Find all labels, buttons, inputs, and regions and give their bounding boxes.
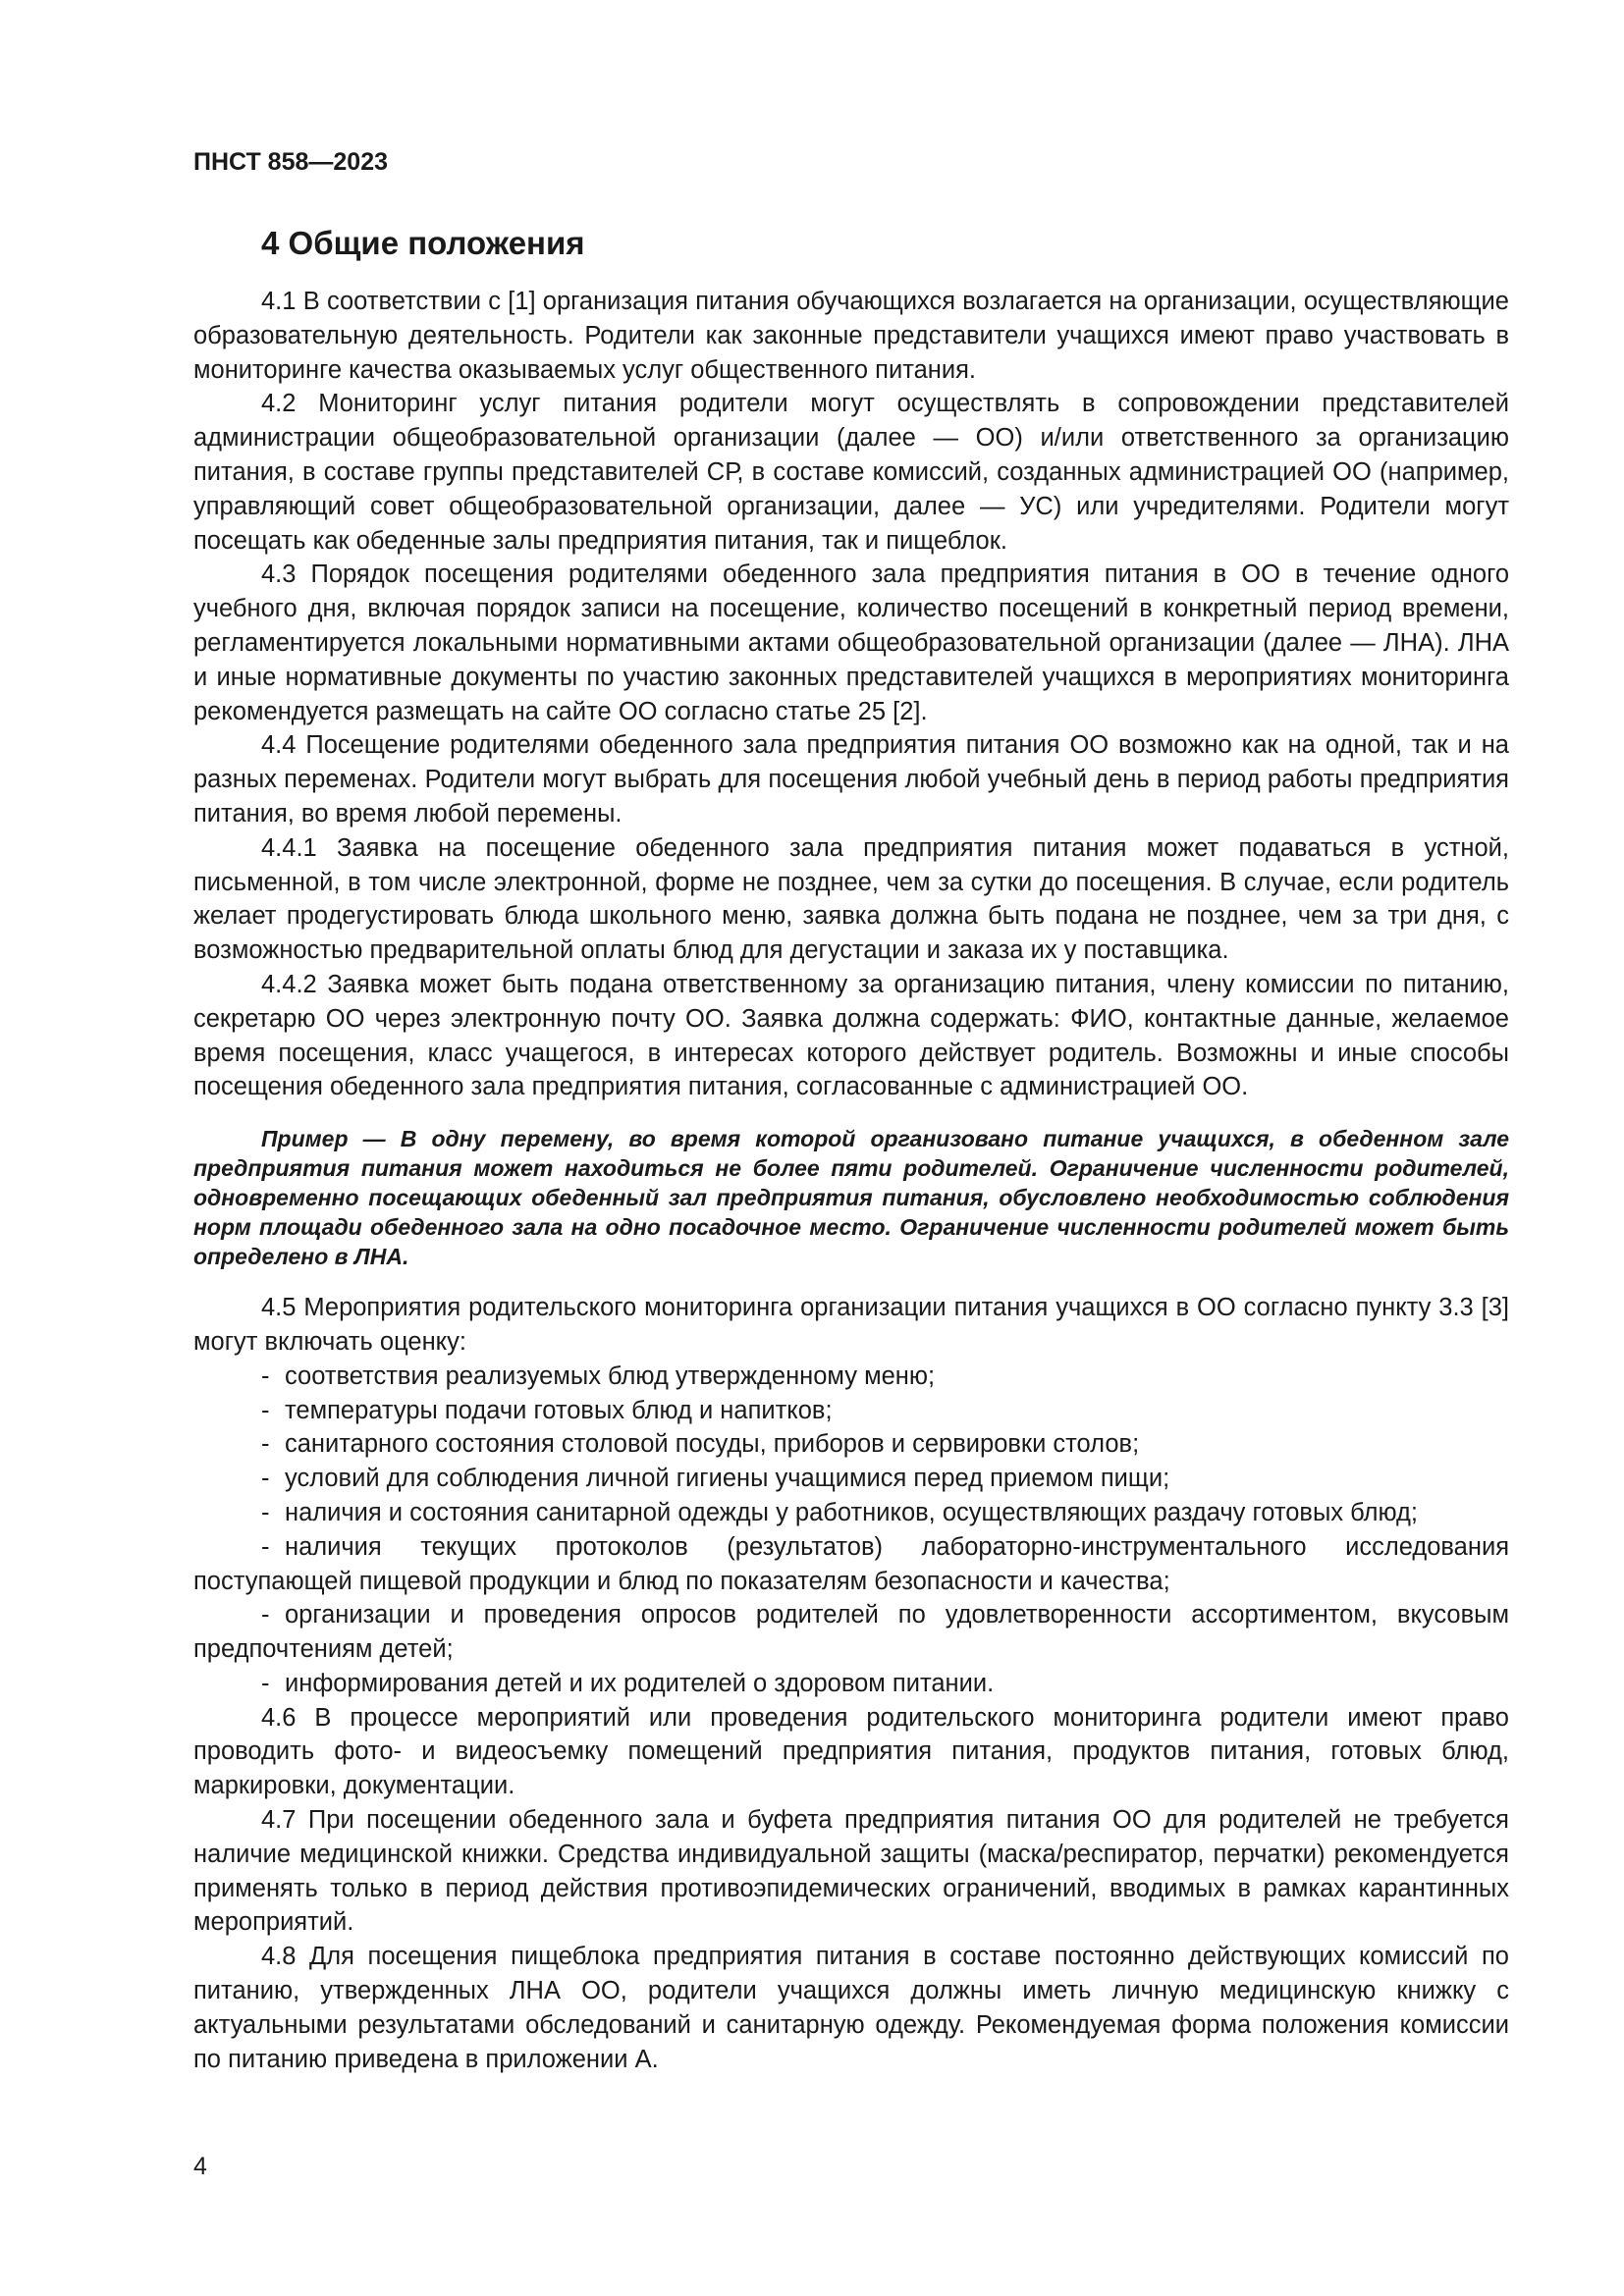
document-code: ПНСТ 858—2023 [193, 148, 388, 176]
list-item-text: информирования детей и их родителей о здоровом питании. [285, 1669, 995, 1697]
document-body [193, 285, 1509, 2076]
list-item [193, 1598, 1509, 1667]
list-item-text: соответствия реализуемых блюд утвержденному меню; [285, 1362, 936, 1390]
paragraph-4-6: 4.6 В процессе мероприятий или проведения родительского мониторинга родители имеют право проводить фото- и видеосъемку помещений предприятия питания, продуктов питания, готовых блюд, маркировки, документации. [193, 1703, 1509, 1800]
list-item [193, 1427, 1509, 1462]
paragraph-4-4-1: 4.4.1 Заявка на посещение обеденного зала предприятия питания может подаваться в устной, письменной, в том числе электронной, форме не позднее, чем за сутки до посещения. В случае, если родитель желает продегустировать блюда школьного меню, заявка должна быть подана не позднее, чем за три дня, с возможностью предварительной оплаты блюд для дегустации и заказа их у поставщика. [193, 833, 1509, 965]
list-item [193, 1394, 1509, 1428]
list-item-text: температуры подачи готовых блюд и напитков; [285, 1396, 833, 1424]
list-item [193, 1496, 1509, 1530]
paragraph-4-1: 4.1 В соответствии с [1] организация питания обучающихся возлагается на организации, осуществляющие образовательную деятельность. Родители как законные представители учащихся имеют право участвовать в мониторинге качества оказываемых услуг общественного питания. [193, 288, 1509, 384]
paragraph-4-5: 4.5 Мероприятия родительского мониторинга организации питания учащихся в ОО согласно пункту 3.3 [3] могут включать оценку: [193, 1294, 1509, 1356]
paragraph-4-4-2: 4.4.2 Заявка может быть подана ответственному за организацию питания, члену комиссии по питанию, секретарю ОО через электронную почту ОО. Заявка должна содержать: ФИО, контактные данные, желаемое время посещения, класс учащегося, в интересах которого действует родитель. Возможны и иные способы посещения обеденного зала предприятия питания, согласованные с администрацией ОО. [193, 970, 1509, 1101]
list-item [193, 1462, 1509, 1496]
list-item-text: санитарного состояния столовой посуды, приборов и сервировки столов; [285, 1430, 1140, 1459]
assessment-list [193, 1360, 1509, 1701]
list-item [193, 1360, 1509, 1394]
list-dash: - [261, 1396, 270, 1424]
list-item [193, 1667, 1509, 1701]
paragraph-4-2: 4.2 Мониторинг услуг питания родители могут осуществлять в сопровождении представителей администрации общеобразовательной организации (далее — ОО) и/или ответственного за организацию питания, в составе группы представителей СР, в составе комиссий, созданных администрацией ОО (например, управляющий совет общеобразовательной организации, далее — УС) или учредителями. Родители могут посещать как обеденные залы предприятия питания, так и пищеблок. [193, 390, 1509, 555]
list-item-text: наличия и состояния санитарной одежды у работников, осуществляющих раздачу готовых блюд; [285, 1498, 1418, 1526]
list-item-text: наличия текущих протоколов (результатов) лабораторно-инструментального исследования поступающей пищевой продукции и блюд по показателям безопасности и качества; [193, 1532, 1509, 1595]
paragraph-4-3: 4.3 Порядок посещения родителями обеденного зала предприятия питания в ОО в течение одного учебного дня, включая порядок записи на посещение, количество посещений в конкретный период времени, регламентируется локальными нормативными актами общеобразовательной организации (далее — ЛНА). ЛНА и иные нормативные документы по участию законных представителей учащихся в мероприятиях мониторинга рекомендуется размещать на сайте ОО согласно статье 25 [2]. [193, 561, 1509, 725]
paragraph-4-7: 4.7 При посещении обеденного зала и буфета предприятия питания ОО для родителей не требуется наличие медицинской книжки. Средства индивидуальной защиты (маска/респиратор, перчатки) рекомендуется применять только в период действия противоэпидемических ограничений, вводимых в рамках карантинных мероприятий. [193, 1806, 1509, 1937]
list-dash: - [261, 1669, 270, 1697]
list-dash: - [261, 1601, 270, 1629]
paragraph-4-4: 4.4 Посещение родителями обеденного зала предприятия питания ОО возможно как на одной, так и на разных переменах. Родители могут выбрать для посещения любой учебный день в период работы предприятия питания, во время любой перемены. [193, 731, 1509, 828]
list-item-text: условий для соблюдения личной гигиены учащимися перед приемом пищи; [285, 1465, 1170, 1493]
list-dash: - [261, 1430, 270, 1459]
section-heading: 4 Общие положения [261, 225, 585, 261]
paragraph-4-8: 4.8 Для посещения пищеблока предприятия питания в составе постоянно действующих комиссий по питанию, утвержденных ЛНА ОО, родители учащихся должны иметь личную медицинскую книжку с актуальными результатами обследований и санитарную одежду. Рекомендуемая форма положения комиссии по питанию приведена в приложении А. [193, 1943, 1509, 2073]
list-dash: - [261, 1465, 270, 1493]
list-dash: - [261, 1498, 270, 1526]
list-dash: - [261, 1532, 270, 1561]
example-note: Пример — В одну перемену, во время которой организовано питание учащихся, в обеденном зале предприятия питания может находиться не более пяти родителей. Ограничение численности родителей, одновременно посещающих обеденный зал предприятия питания, обусловлено необходимостью соблюдения норм площади обеденного зала на одно посадочное место. Ограничение численности родителей может быть определено в ЛНА. [193, 1126, 1509, 1270]
list-item [193, 1530, 1509, 1599]
list-item-text: организации и проведения опросов родителей по удовлетворенности ассортиментом, вкусовым предпочтениям детей; [193, 1601, 1509, 1664]
list-dash: - [261, 1362, 270, 1390]
page-number: 4 [193, 2153, 207, 2180]
